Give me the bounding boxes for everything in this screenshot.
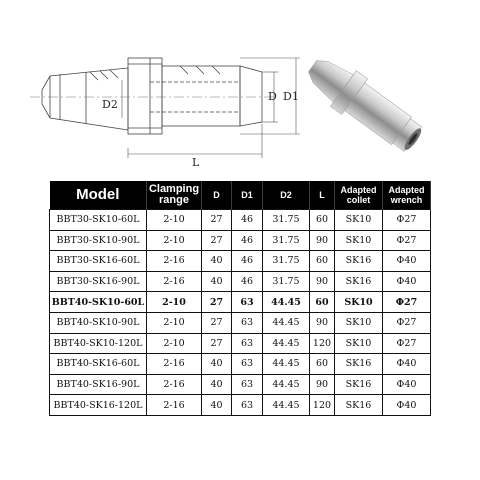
table-body [50, 210, 431, 416]
cell-l: 90 [310, 230, 335, 251]
cell-d: 40 [202, 251, 232, 272]
cell-collet: SK10 [335, 333, 383, 354]
cell-range: 2-10 [147, 312, 202, 333]
cell-wrench: Φ40 [383, 251, 431, 272]
header-l: L [310, 181, 335, 210]
cell-model: BBT40-SK16-120L [50, 395, 147, 416]
table-row [50, 395, 431, 416]
cell-collet: SK10 [335, 210, 383, 231]
cell-collet: SK16 [335, 395, 383, 416]
table-row [50, 230, 431, 251]
table-row [50, 251, 431, 272]
cell-l: 60 [310, 354, 335, 375]
cell-d2: 44.45 [263, 374, 310, 395]
cell-range: 2-16 [147, 251, 202, 272]
cell-wrench: Φ27 [383, 230, 431, 251]
cell-l: 60 [310, 292, 335, 313]
cell-collet: SK10 [335, 312, 383, 333]
cell-d2: 31.75 [263, 251, 310, 272]
cell-d: 27 [202, 312, 232, 333]
label-d1: D1 [283, 90, 299, 103]
table-row [50, 271, 431, 292]
cell-d2: 31.75 [263, 210, 310, 231]
cell-d1: 46 [232, 251, 263, 272]
cell-range: 2-16 [147, 271, 202, 292]
cell-d2: 31.75 [263, 271, 310, 292]
cell-range: 2-10 [147, 230, 202, 251]
table-row [50, 210, 431, 231]
cell-d: 27 [202, 210, 232, 231]
cell-l: 120 [310, 333, 335, 354]
cell-wrench: Φ27 [383, 210, 431, 231]
cell-collet: SK16 [335, 354, 383, 375]
header-d: D [202, 181, 232, 210]
cell-d: 40 [202, 354, 232, 375]
table-header-row [50, 181, 431, 210]
cell-model: BBT30-SK10-60L [50, 210, 147, 231]
cell-model: BBT30-SK16-90L [50, 271, 147, 292]
cell-wrench: Φ40 [383, 354, 431, 375]
table-row [50, 374, 431, 395]
cell-collet: SK16 [335, 251, 383, 272]
header-d2: D2 [263, 181, 310, 210]
table-row [50, 292, 431, 313]
cell-l: 90 [310, 312, 335, 333]
cell-d1: 46 [232, 210, 263, 231]
label-d2: D2 [102, 98, 118, 111]
cell-d: 27 [202, 292, 232, 313]
cell-wrench: Φ27 [383, 292, 431, 313]
cell-wrench: Φ40 [383, 395, 431, 416]
cell-d: 40 [202, 374, 232, 395]
cell-d1: 63 [232, 292, 263, 313]
cell-collet: SK10 [335, 230, 383, 251]
cell-model: BBT40-SK10-120L [50, 333, 147, 354]
header-adapted-collet: Adapted collet [335, 181, 383, 210]
flange [128, 58, 162, 134]
header-model: Model [50, 181, 147, 210]
cell-d1: 63 [232, 395, 263, 416]
table-row [50, 354, 431, 375]
cell-collet: SK16 [335, 271, 383, 292]
cell-wrench: Φ40 [383, 374, 431, 395]
cell-d1: 63 [232, 374, 263, 395]
cell-range: 2-16 [147, 374, 202, 395]
cell-d2: 44.45 [263, 395, 310, 416]
cell-d2: 44.45 [263, 312, 310, 333]
cell-d: 40 [202, 271, 232, 292]
table-row [50, 333, 431, 354]
cell-d1: 63 [232, 312, 263, 333]
cell-model: BBT30-SK16-60L [50, 251, 147, 272]
cell-d: 27 [202, 333, 232, 354]
cell-range: 2-10 [147, 333, 202, 354]
cell-d2: 44.45 [263, 292, 310, 313]
holder-body [162, 66, 240, 126]
cell-l: 90 [310, 374, 335, 395]
cell-l: 90 [310, 271, 335, 292]
cell-model: BBT30-SK10-90L [50, 230, 147, 251]
cell-wrench: Φ27 [383, 312, 431, 333]
cell-model: BBT40-SK10-60L [50, 292, 147, 313]
cell-wrench: Φ40 [383, 271, 431, 292]
cell-range: 2-16 [147, 354, 202, 375]
cell-l: 60 [310, 251, 335, 272]
cell-d1: 46 [232, 271, 263, 292]
cell-range: 2-16 [147, 395, 202, 416]
cell-range: 2-10 [147, 292, 202, 313]
cell-d2: 44.45 [263, 354, 310, 375]
cell-l: 120 [310, 395, 335, 416]
cell-model: BBT40-SK16-60L [50, 354, 147, 375]
cell-d1: 63 [232, 333, 263, 354]
cell-model: BBT40-SK10-90L [50, 312, 147, 333]
header-clamping-range: Clamping range [147, 181, 202, 210]
cell-l: 60 [310, 210, 335, 231]
cell-d: 27 [202, 230, 232, 251]
header-d1: D1 [232, 181, 263, 210]
product-photo [296, 50, 436, 160]
cell-collet: SK10 [335, 292, 383, 313]
table-row [50, 312, 431, 333]
header-adapted-wrench: Adapted wrench [383, 181, 431, 210]
cell-range: 2-10 [147, 210, 202, 231]
cell-d2: 31.75 [263, 230, 310, 251]
label-d: D [268, 90, 277, 103]
cell-collet: SK16 [335, 374, 383, 395]
cell-model: BBT40-SK16-90L [50, 374, 147, 395]
spec-table [49, 181, 431, 416]
cell-d1: 63 [232, 354, 263, 375]
cell-wrench: Φ27 [383, 333, 431, 354]
cell-d: 40 [202, 395, 232, 416]
nose [240, 66, 262, 126]
label-l: L [192, 156, 200, 169]
cell-d1: 46 [232, 230, 263, 251]
cell-d2: 44.45 [263, 333, 310, 354]
